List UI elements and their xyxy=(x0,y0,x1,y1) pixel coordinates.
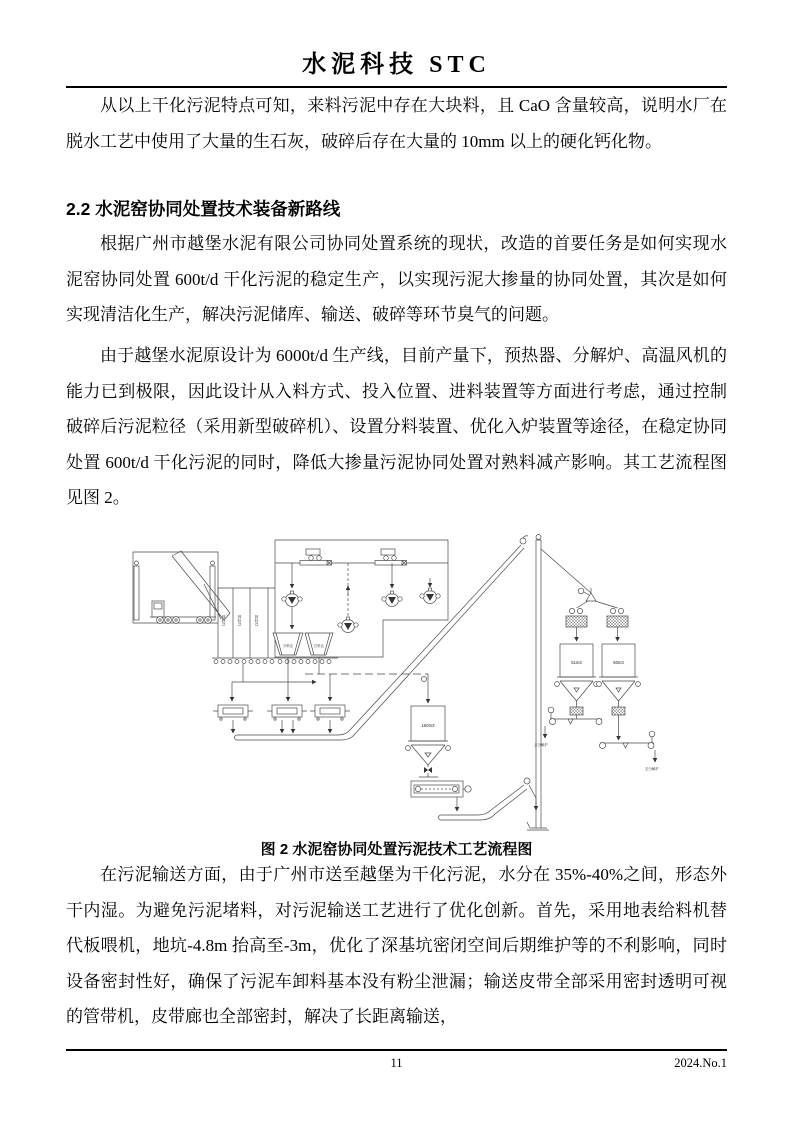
crusher-icon xyxy=(267,705,307,733)
silo-50m3 xyxy=(597,644,641,740)
paragraph-2: 根据广州市越堡水泥有限公司协同处置系统的现状，改造的首要任务是如何实现水泥窑协同处置 600t/d 干化污泥的稳定生产，以实现污泥大掺量的协同处置，其次是如何实现清洁化生产，解决污泥储库、输送、破碎等环节臭气的问题。 xyxy=(66,234,727,324)
paragraph-4: 在污泥输送方面，由于广州市送至越堡为干化污泥，水分在 35%-40%之间，形态外干内湿。为避免污泥堵料，对污泥输送工艺进行了优化创新。首先，采用地表给料机替代板喂机，地坑-4.8m 抬高至-3m，优化了深基坑密闭空间后期维护等的不利影响，同时设备密封性好，确保了污泥车卸料基本没有粉尘泄漏；输送皮带全部采用密封透明可视的管带机，皮带廊也全部密封，解决了长距离输送， xyxy=(66,865,727,1026)
figure-2 xyxy=(100,520,760,838)
journal-title: 水泥科技 STC xyxy=(302,52,491,78)
splitter-valve xyxy=(541,549,618,608)
bucket-elevator xyxy=(527,535,549,831)
page-number: 11 xyxy=(390,1056,403,1070)
unloading-bay xyxy=(133,552,218,623)
paragraph-3: 由于越堡水泥原设计为 6000t/d 生产线，目前产量下，预热器、分解炉、高温风机的能力已到极限，因此设计从入料方式、投入位置、进料装置等方面进行考虑，通过控制破碎后污泥粒径（采用新型破碎机）、设置分料装置、优化入炉装置等途径，在稳定协同处置 600t/d 干化污泥的同时，降低大掺量污泥协同处置对熟料减产影响。其工艺流程图见图 2。 xyxy=(66,346,727,507)
crusher-icon xyxy=(213,705,253,733)
silo-volume-label: 51m3 xyxy=(571,660,582,665)
footer-rule xyxy=(66,1049,727,1051)
feed-hopper xyxy=(305,633,333,655)
bag-filter-icon xyxy=(566,608,587,641)
grab-crane-icon xyxy=(382,563,402,607)
feed-routing-lines xyxy=(232,657,428,703)
silo-51m3 xyxy=(555,644,599,719)
hopper-label: 分料仓 xyxy=(282,644,294,648)
paragraph-1: 从以上干化污泥特点可知，来料污泥中存在大块料，且 CaO 含量较高，说明水厂在脱水工艺中使用了大量的生石灰，破碎后存在大量的 10mm 以上的硬化钙化物。 xyxy=(66,96,727,151)
section-heading: 2.2 水泥窑协同处置技术装备新路线 xyxy=(66,199,341,219)
silo-volume-label: 150m3 xyxy=(421,723,435,728)
belt-conveyor xyxy=(600,731,660,771)
bin-label: 卸料仓 xyxy=(222,615,226,626)
belt-conveyor xyxy=(534,707,602,747)
grab-crane-icon xyxy=(282,563,302,629)
hopper-label: 石料仓 xyxy=(313,644,325,648)
grab-crane-icon xyxy=(338,563,358,633)
feed-hopper xyxy=(273,633,303,655)
silo-150m3 xyxy=(406,706,451,777)
destination-label: 去分解炉 xyxy=(645,767,659,771)
grab-crane-icon xyxy=(420,578,440,604)
bag-filter-icon xyxy=(607,608,628,641)
crane-trolley xyxy=(375,549,407,565)
destination-label: 去分解炉 xyxy=(534,743,548,747)
silo-volume-label: 50m3 xyxy=(613,660,624,665)
crusher-icon xyxy=(310,705,350,733)
bin-label: 卸料仓 xyxy=(255,615,259,626)
issue-label: 2024.No.1 xyxy=(674,1056,727,1070)
belt-feeder xyxy=(411,781,471,811)
figure-caption: 图 2 水泥窑协同处置污泥技术工艺流程图 xyxy=(260,841,533,858)
crane-trolley xyxy=(300,549,332,565)
discharge-rollers xyxy=(214,660,331,664)
bin-label: 卸料仓 xyxy=(238,615,242,626)
process-flow-diagram xyxy=(100,520,760,838)
